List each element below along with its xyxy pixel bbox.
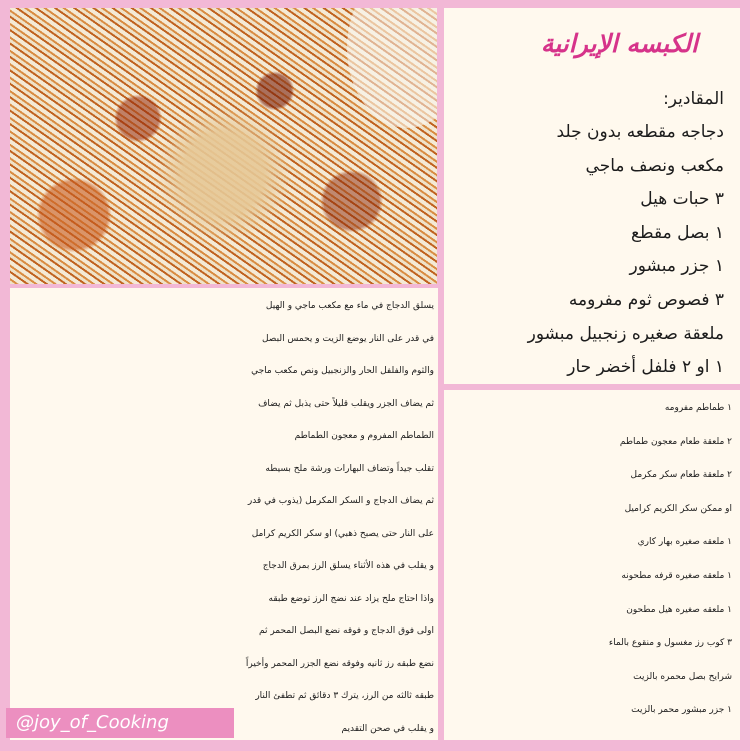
- ingredient-item: شرايح بصل محمره بالزيت: [633, 671, 732, 682]
- instruction-line: في قدر على النار يوضع الزيت و يحمس البصل: [261, 333, 434, 344]
- instruction-line: يسلق الدجاج في ماء مع مكعب ماجي و الهيل: [265, 301, 434, 311]
- instruction-line: ثم يضاف الجزر ويقلب قليلاً حتى يذبل ثم يضاف: [258, 398, 434, 409]
- recipe-title: الكبسه الإيرانية: [540, 29, 698, 58]
- instruction-line: ثم يضاف الدجاج و السكر المكرمل (يذوب في قدر: [247, 496, 434, 506]
- ingredient-item: ١ جزر مبشور: [629, 256, 724, 277]
- watermark-label: @joy_of_Cooking: [6, 708, 234, 738]
- ingredient-item: ١ جزر مبشور محمر بالزيت: [631, 705, 732, 716]
- ingredient-item: مكعب ونصف ماجي: [585, 155, 724, 176]
- instruction-line: على النار حتى يصبح ذهبي) او سكر الكريم كرامل: [251, 528, 434, 539]
- ingredient-item: ١ ملعقه صغيره بهار كاري: [637, 537, 732, 548]
- ingredient-item: ١ ملعقه صغيره قرفه مطحونه: [621, 570, 732, 581]
- kabsa-photo: [10, 8, 437, 284]
- instruction-line: و يقلب في صحن التقديم: [341, 723, 434, 734]
- instruction-line: واذا احتاج ملح يزاد عند نضج الرز توضع طبقه: [268, 593, 434, 604]
- instructions-text: [14, 290, 440, 745]
- ingredient-item: ١ طماطم مفرومه: [664, 403, 732, 413]
- instruction-line: الطماطم المفروم و معجون الطماطم: [294, 431, 434, 441]
- ingredient-item: ١ بصل مقطع: [631, 222, 724, 243]
- ingredient-item: دجاجه مقطعه بدون جلد: [556, 122, 724, 142]
- instruction-line: و يقلب في هذه الأثناء يسلق الرز بمرق الدجاج: [262, 561, 434, 571]
- instruction-line: والثوم والفلفل الحار والزنجبيل ونص مكعب ماجي: [251, 366, 434, 376]
- ingredients-heading: المقادير:: [663, 89, 724, 109]
- ingredient-item: او ممكن سكر الكريم كراميل: [624, 503, 732, 514]
- instruction-line: طبقه ثالثه من الرز، يترك ٣ دقائق ثم تطفئ النار: [255, 691, 434, 701]
- instruction-line: اولى فوق الدجاج و فوقه نضع البصل المحمر ثم: [258, 626, 434, 636]
- ingredients-list-bottom: [448, 392, 738, 728]
- instruction-line: تقلب جيداً وتضاف البهارات ورشة ملح بسيطه: [265, 463, 434, 474]
- plate-edge: [347, 8, 437, 128]
- ingredient-item: ٣ فصوص ثوم مفرومه: [568, 289, 724, 310]
- instruction-line: نضع طبقه رز ثانيه وفوقه نضع الجزر المحمر وأخيراً: [245, 658, 434, 669]
- ingredients-list-top: [448, 116, 730, 385]
- ingredient-item: ملعقة صغيره زنجبيل مبشور: [527, 323, 724, 344]
- ingredient-item: ١ او ٢ فلفل أخضر حار: [567, 357, 724, 378]
- ingredient-item: ٢ ملعقة طعام سكر مكرمل: [630, 470, 732, 481]
- ingredient-item: ١ ملعقه صغيره هيل مطحون: [626, 604, 732, 615]
- ingredient-item: ٣ كوب رز مغسول و منقوع بالماء: [608, 638, 732, 649]
- ingredient-item: ٢ ملعقة طعام معجون طماطم: [619, 436, 732, 447]
- ingredient-item: ٣ حبات هيل: [640, 189, 724, 210]
